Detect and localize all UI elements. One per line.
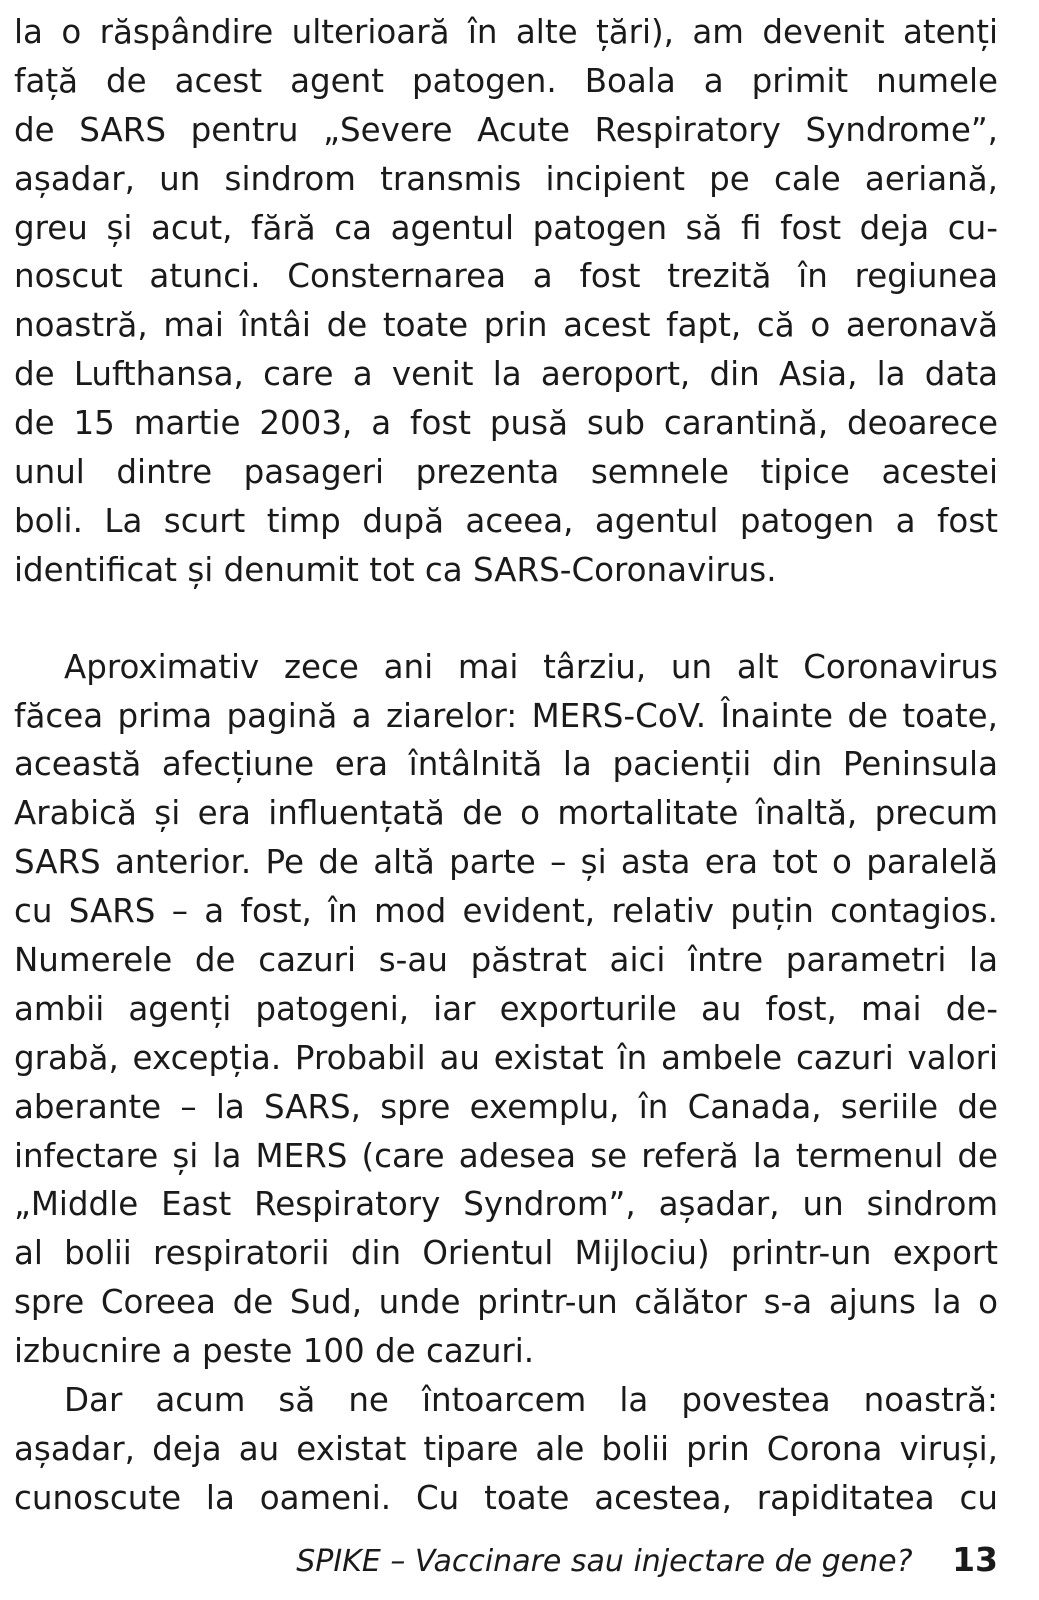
- text-line: la o răspândire ulterioară în alte țări), am devenit atenți: [14, 13, 998, 51]
- paragraph-3: [14, 1376, 998, 1523]
- text-line: boli. La scurt timp după aceea, agentul patogen a fost: [14, 501, 998, 540]
- text-line: spre Coreea de Sud, unde printr-un călător s-a ajuns la o: [14, 1283, 998, 1322]
- text-line: noastră, mai întâi de toate prin acest fapt, că o aeronavă: [14, 306, 998, 345]
- text-line: izbucnire a peste 100 de cazuri.: [14, 1332, 535, 1371]
- text-line: ambii agenți patogeni, iar exporturile au fost, mai de-: [14, 989, 998, 1028]
- text-line: SARS anterior. Pe de altă parte – și asta era tot o paralelă: [14, 843, 998, 882]
- text-line: Dar acum să ne întoarcem la povestea noastră:: [64, 1381, 998, 1420]
- text-line: greu și acut, fără ca agentul patogen să fi fost deja cu-: [14, 208, 998, 247]
- text-line: „Middle East Respiratory Syndrom”, așadar, un sindrom: [14, 1185, 998, 1224]
- text-line: infectare și la MERS (care adesea se referă la termenul de: [14, 1136, 998, 1175]
- text-line: această afecțiune era întâlnită la pacienții din Peninsula: [14, 745, 998, 784]
- page-footer: [0, 1530, 998, 1590]
- text-line: față de acest agent patogen. Boala a primit numele: [14, 61, 998, 100]
- text-line: așadar, deja au existat tipare ale bolii prin Corona viruși,: [14, 1429, 998, 1468]
- page-number: 13: [952, 1540, 998, 1579]
- text-line: aberante – la SARS, spre exemplu, în Canada, seriile de: [14, 1087, 998, 1126]
- text-line: noscut atunci. Consternarea a fost trezită în regiunea: [14, 257, 998, 296]
- text-line: al bolii respiratorii din Orientul Mijlociu) printr-un export: [14, 1234, 998, 1273]
- text-line: de Lufthansa, care a venit la aeroport, din Asia, la data: [14, 355, 998, 394]
- text-line: Numerele de cazuri s-au păstrat aici între parametri la: [14, 941, 998, 980]
- text-line: unul dintre pasageri prezenta semnele tipice acestei: [14, 453, 998, 492]
- paragraph-1: [14, 8, 998, 595]
- text-line: identificat și denumit tot ca SARS-Coronavirus.: [14, 550, 777, 589]
- text-line: grabă, excepția. Probabil au existat în ambele cazuri valori: [14, 1038, 998, 1077]
- text-line: Aproximativ zece ani mai târziu, un alt Coronavirus: [64, 647, 998, 686]
- paragraph-spacer: [14, 595, 998, 643]
- text-line: Arabică și era influențată de o mortalitate înaltă, precum: [14, 794, 998, 833]
- text-line: de 15 martie 2003, a fost pusă sub carantină, deoarece: [14, 404, 998, 443]
- text-line: cunoscute la oameni. Cu toate acestea, rapiditatea cu: [14, 1478, 998, 1517]
- text-line: cu SARS – a fost, în mod evident, relativ puțin contagios.: [14, 892, 998, 931]
- paragraph-2: [14, 643, 998, 1376]
- book-title: SPIKE – Vaccinare sau injectare de gene?: [296, 1544, 913, 1579]
- text-line: așadar, un sindrom transmis incipient pe cale aeriană,: [14, 159, 998, 198]
- text-line: făcea prima pagină a ziarelor: MERS-CoV. Înainte de toate,: [14, 696, 998, 735]
- page-body: [14, 8, 998, 1523]
- text-line: de SARS pentru „Severe Acute Respiratory Syndrome”,: [14, 110, 998, 149]
